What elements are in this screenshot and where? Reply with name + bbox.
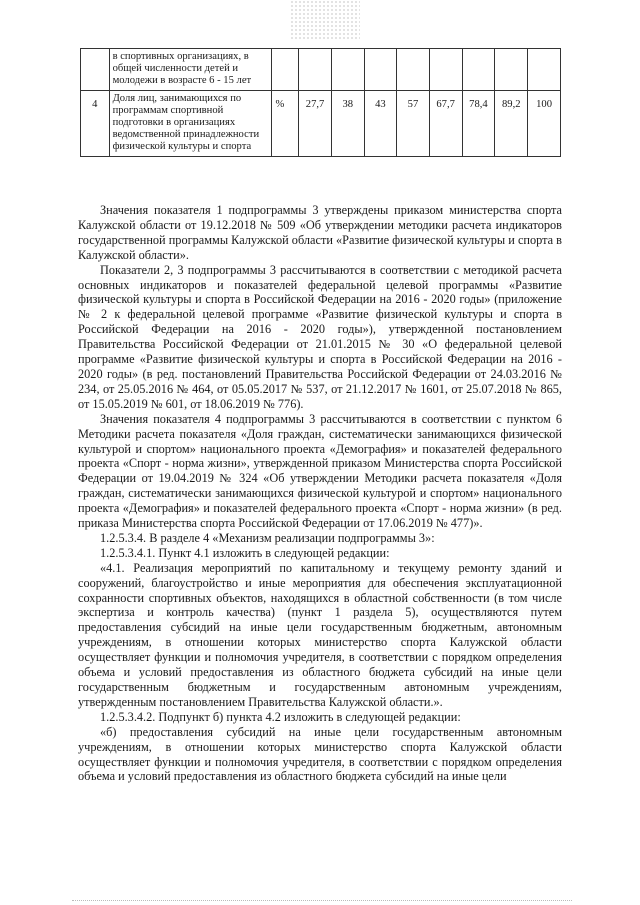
paragraph-point-4-2-text: «б) предоставления субсидий на иные цели государственным автономным учреждениям, в отношении которых министерство спорта Калужской области осуществляет функции и полномочия учредителя, в соответствии с порядком определения объема и условий предоставления из областного бюджета субсидий на иные цели (78, 724, 562, 784)
value-cell: 78,4 (462, 90, 495, 156)
value-cell (462, 49, 495, 91)
scan-noise (290, 0, 360, 40)
document-body (78, 203, 562, 784)
page-bottom-divider (72, 900, 572, 902)
table-row (81, 90, 561, 156)
paragraph-indicator-1: Значения показателя 1 подпрограммы 3 утверждены приказом министерства спорта Калужской области от 19.12.2018 № 509 «Об утверждении методики расчета индикаторов государственной программы Калужской области «Развитие физической культуры и спорта в Калужской области». (78, 203, 562, 262)
row-number: 4 (81, 90, 110, 156)
unit-cell: % (272, 90, 299, 156)
value-cell (429, 49, 462, 91)
value-cell: 67,7 (429, 90, 462, 156)
value-cell: 57 (397, 90, 430, 156)
table-row (81, 49, 561, 91)
value-cell: 89,2 (495, 90, 528, 156)
indicator-table (80, 48, 561, 157)
paragraph-indicators-2-3: Показатели 2, 3 подпрограммы 3 рассчитываются в соответствии с методикой расчета основных индикаторов и показателей федеральной целевой программы «Развитие физической культуры и спорта в Российской Федерации на 2016 - 2020 годы» (приложение № 2 к федеральной целевой программе «Развитие физической культуры и спорта в Российской Федерации на 2016 - 2020 годы»), утвержденной постановлением Правительства Российской Федерации от 21.01.2015 № 30 «О федеральной целевой программе «Развитие физической культуры и спорта в Российской Федерации на 2016 - 2020 годы» (в ред. постановлений Правительства Российской Федерации от 24.03.2016 № 234, от 25.05.2016 № 464, от 05.05.2017 № 537, от 21.12.2017 № 1601, от 25.07.2018 № 865, от 15.05.2019 № 601, от 18.06.2019 № 776). (78, 262, 562, 411)
unit-cell (272, 49, 299, 91)
value-cell (528, 49, 561, 91)
row-number (81, 49, 110, 91)
value-cell (299, 49, 332, 91)
indicator-name: в спортивных организациях, в общей численности детей и молодежи в возрасте 6 - 15 лет (109, 49, 272, 91)
value-cell (495, 49, 528, 91)
value-cell: 38 (331, 90, 364, 156)
paragraph-point-4-2-heading: 1.2.5.3.4.2. Подпункт б) пункта 4.2 изложить в следующей редакции: (100, 709, 461, 724)
value-cell (331, 49, 364, 91)
paragraph-indicator-4: Значения показателя 4 подпрограммы 3 рассчитываются в соответствии с пунктом 6 Методики расчета показателя «Доля граждан, систематически занимающихся физической культурой и спортом» национального проекта «Демография» и показателей федерального проекта «Спорт - норма жизни», утвержденной приказом Министерства спорта Российской Федерации от 19.04.2019 № 324 «Об утверждении Методики расчета показателя «Доля граждан, систематически занимающихся физической культурой и спортом» национального проекта «Демография» и показателей федерального проекта «Спорт - норма жизни» (в ред. приказа Министерства спорта Российской Федерации от 17.06.2019 № 477)». (78, 411, 562, 531)
paragraph-point-4-1-heading: 1.2.5.3.4.1. Пункт 4.1 изложить в следующей редакции: (100, 545, 390, 560)
paragraph-point-4-1-text: «4.1. Реализация мероприятий по капитальному и текущему ремонту зданий и сооружений, благоустройство и иные мероприятия для обеспечения эксплуатационной сохранности спортивных объектов, находящихся в областной собственности (в том числе экспертиза и контроль качества) (пункт 1 раздела 5), осуществляются путем предоставления субсидий на иные цели государственным бюджетным, автономным учреждениям, в отношении которых министерство спорта Калужской области осуществляет функции и полномочия учредителя, в соответствии с порядком определения объема и условий предоставления из областного бюджета субсидий на иные цели государственным бюджетным и государственным автономным учреждениям, утвержденным постановлением Правительства Калужской области.». (78, 560, 562, 709)
value-cell (364, 49, 397, 91)
value-cell: 43 (364, 90, 397, 156)
indicator-name: Доля лиц, занимающихся по программам спортивной подготовки в организациях ведомственной принадлежности физической культуры и спорта (109, 90, 272, 156)
paragraph-section-4-heading: 1.2.5.3.4. В разделе 4 «Механизм реализации подпрограммы 3»: (100, 530, 435, 545)
value-cell: 27,7 (299, 90, 332, 156)
value-cell: 100 (528, 90, 561, 156)
value-cell (397, 49, 430, 91)
